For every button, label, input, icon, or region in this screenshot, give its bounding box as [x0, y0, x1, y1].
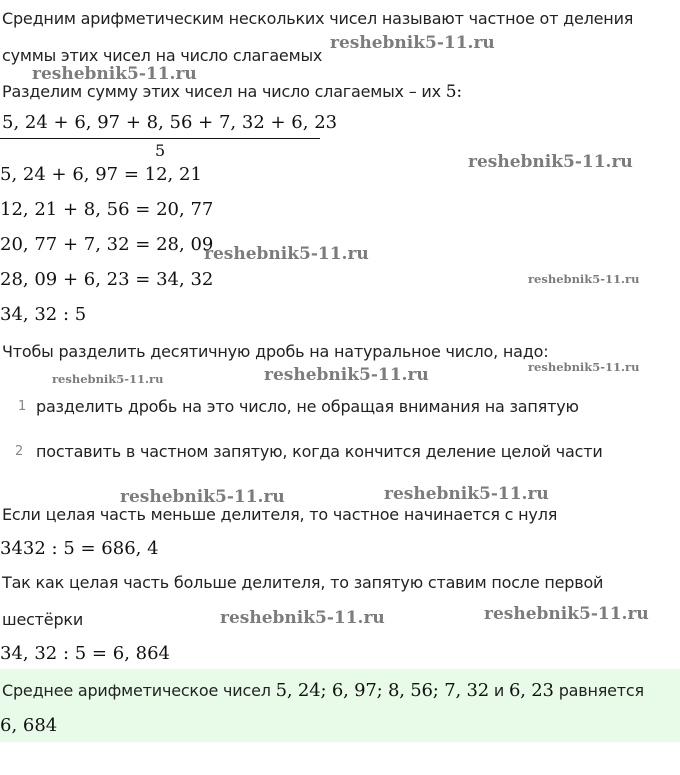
- fraction-denominator: 5: [155, 141, 166, 160]
- step-3: 20, 77 + 7, 32 = 28, 09: [0, 234, 214, 255]
- intro-line-1: Средним арифметическим нескольких чисел называют частное от деления: [2, 9, 634, 28]
- answer-result: 6, 684: [0, 715, 58, 736]
- intro-line-3-text: Разделим сумму этих чисел на число слагаемых – их: [2, 82, 441, 101]
- step-1: 5, 24 + 6, 97 = 12, 21: [0, 164, 202, 185]
- answer-line: [2, 680, 644, 701]
- watermark: reshebnik5-11.ru: [32, 64, 197, 84]
- note-1: Если целая часть меньше делителя, то частное начинается с нуля: [2, 505, 558, 524]
- list-item-2: поставить в частном запятую, когда кончится деление целой части: [36, 442, 603, 461]
- watermark: reshebnik5-11.ru: [52, 372, 164, 386]
- answer-last-number: 6, 23: [508, 680, 554, 701]
- watermark: reshebnik5-11.ru: [220, 608, 385, 628]
- watermark: reshebnik5-11.ru: [528, 360, 640, 374]
- fraction-bar: [0, 138, 320, 139]
- list-item-1: разделить дробь на это число, не обращая внимания на запятую: [36, 397, 579, 416]
- step-2: 12, 21 + 8, 56 = 20, 77: [0, 199, 214, 220]
- calc-1: 3432 : 5 = 686, 4: [0, 538, 159, 559]
- rule-heading: Чтобы разделить десятичную дробь на натуральное число, надо:: [2, 342, 549, 361]
- note-2-line-1: Так как целая часть больше делителя, то запятую ставим после первой: [2, 573, 604, 592]
- watermark: reshebnik5-11.ru: [528, 272, 640, 286]
- watermark: reshebnik5-11.ru: [384, 484, 549, 504]
- note-2-line-2: шестёрки: [2, 610, 84, 629]
- watermark: reshebnik5-11.ru: [120, 487, 285, 507]
- watermark: reshebnik5-11.ru: [264, 365, 429, 385]
- watermark: reshebnik5-11.ru: [484, 604, 649, 624]
- fraction-numerator: 5, 24 + 6, 97 + 8, 56 + 7, 32 + 6, 23: [2, 112, 338, 133]
- watermark: reshebnik5-11.ru: [330, 33, 495, 53]
- answer-numbers: 5, 24; 6, 97; 8, 56; 7, 32: [275, 680, 489, 701]
- step-5: 34, 32 : 5: [0, 304, 87, 325]
- calc-2: 34, 32 : 5 = 6, 864: [0, 643, 170, 664]
- step-4: 28, 09 + 6, 23 = 34, 32: [0, 269, 214, 290]
- intro-line-2: суммы этих чисел на число слагаемых: [2, 46, 323, 65]
- answer-prefix: Среднее арифметическое чисел: [2, 681, 271, 700]
- list-number-2: 2: [15, 444, 24, 459]
- watermark: reshebnik5-11.ru: [468, 152, 633, 172]
- answer-conj: и: [493, 681, 505, 700]
- answer-suffix: равняется: [558, 681, 644, 700]
- intro-line-3: [2, 82, 462, 102]
- intro-line-3-number: 5:: [445, 82, 462, 102]
- watermark: reshebnik5-11.ru: [204, 244, 369, 264]
- list-number-1: 1: [18, 399, 27, 414]
